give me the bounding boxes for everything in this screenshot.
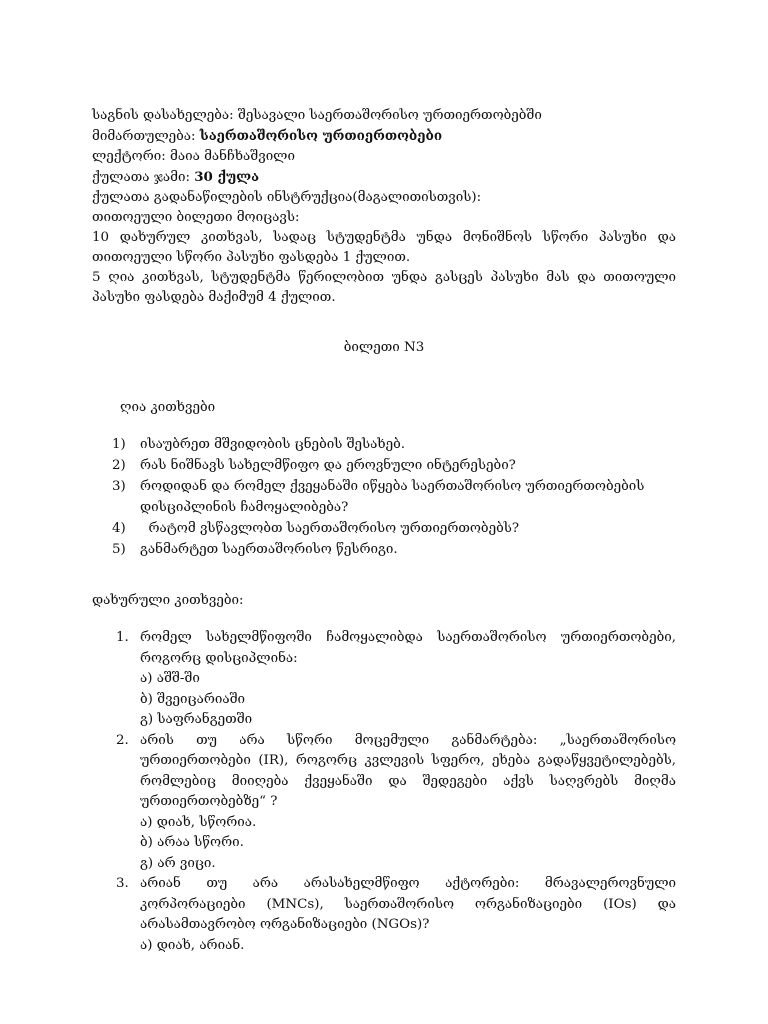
question-text: არიან თუ არა არასახელმწიფო აქტორები: მრავალეროვნული კორპორაციები (MNCs), საერთაშორისო ორგანიზაციები (IOs) და არასამთავრობო ორგანიზაციები (NGOs)? [140, 876, 676, 932]
direction-value: საერთაშორისო ურთიერთობები [199, 128, 443, 144]
question-body [140, 628, 676, 731]
subject-value: შესავალი საერთაშორისო ურთიერთობებში [237, 108, 542, 123]
question-body [140, 874, 676, 956]
question-number: 4) [112, 521, 126, 536]
open-questions-list [112, 434, 676, 560]
closed-question [116, 628, 676, 731]
instruction-line-1: თითოეული ბილეთი მოიცავს: [92, 210, 300, 225]
instruction-line-2: 10 დახურულ კითხვას, სადაც სტუდენტმა უნდა მონიშნოს სწორი პასუხი და თითოეული სწორი პასუხი ფასდება 1 ქულით. [92, 230, 676, 265]
closed-question [116, 874, 676, 956]
question-text: როდიდან და რომელ ქვეყანაში იწყება საერთაშორისო ურთიერთობების დისციპლინის ჩამოყალიბება? [140, 479, 645, 515]
question-text: არის თუ არა სწორი მოცემული განმარტება: „საერთაშორისო ურთიერთობები (IR), როგორც კვლევის სფერო, ეხება გადაწყვეტილებებს, რომლებიც მიიღება ქვეყანაში და შედეგები აქვს საღვრებს მიღმა ურთიერთობებზე“ ? [140, 732, 676, 809]
question-number: 2. [116, 732, 129, 748]
open-questions-title: ღია კითხვები [120, 400, 216, 415]
question-text: ისაუბრეთ მშვიდობის ცნების შესახებ. [140, 437, 406, 452]
question-number: 1. [116, 630, 129, 645]
subject-label: საგნის დასახელება: [92, 108, 234, 123]
direction-line [92, 126, 676, 147]
instruction-title: ქულათა გადანაწილების ინსტრუქცია(მაგალითისთვის): [92, 190, 482, 205]
ticket-title: ბილეთი N3 [343, 340, 425, 355]
question-body [140, 731, 676, 875]
document-header [92, 106, 676, 308]
question-text: განმარტეთ საერთაშორისო წესრიგი. [140, 542, 398, 557]
open-question [112, 539, 676, 560]
open-question [112, 434, 676, 455]
closed-question [116, 731, 676, 875]
question-number: 2) [112, 458, 126, 473]
answer-option: გ) არ ვიცი. [140, 855, 216, 871]
lecturer-line [92, 147, 676, 167]
open-question [112, 455, 676, 476]
answer-option: ა) დიახ, არიან. [140, 937, 245, 953]
answer-option: ა) აშშ-ში [140, 671, 200, 686]
subject-line [92, 106, 676, 126]
question-number: 5) [112, 542, 126, 557]
answer-option: ბ) არაა სწორი. [140, 835, 244, 850]
instruction-line-3: 5 ღია კითხვას, სტუდენტმა წერილობით უნდა გასცეს პასუხი მას და თითოული პასუხი ფასდება მაქიმუმ 4 ქულით. [92, 270, 676, 305]
lecturer-value: მაია მანჩხაშვილი [170, 149, 295, 164]
open-question [112, 476, 676, 518]
open-question [112, 518, 676, 539]
question-text: რას ნიშნავს სახელმწიფო და ეროვნული ინტერესები? [140, 458, 516, 473]
direction-label: მიმართულება: [92, 129, 196, 144]
question-text: რომელ სახელმწიფოში ჩამოყალიბდა საერთაშორისო ურთიერთობები, როგორც დისციპლინა: [140, 630, 676, 666]
question-number: 3) [112, 479, 126, 494]
answer-option: გ) საფრანგეთში [140, 712, 253, 727]
total-line [92, 167, 676, 188]
closed-questions-title: დახურული კითხვები: [92, 593, 244, 608]
question-text: რატომ ვსწავლობთ საერთაშორისო ურთიერთობებს? [140, 521, 520, 536]
answer-option: ა) დიახ, სწორია. [140, 814, 257, 830]
lecturer-label: ლექტორი: [92, 149, 166, 164]
answer-option: ბ) შვეიცარიაში [140, 691, 246, 707]
closed-questions-list [116, 628, 676, 956]
question-number: 1) [112, 437, 126, 452]
question-number: 3. [116, 876, 129, 891]
total-value: 30 ქულა [194, 169, 260, 185]
total-label: ქულათა ჯამი: [92, 170, 190, 185]
